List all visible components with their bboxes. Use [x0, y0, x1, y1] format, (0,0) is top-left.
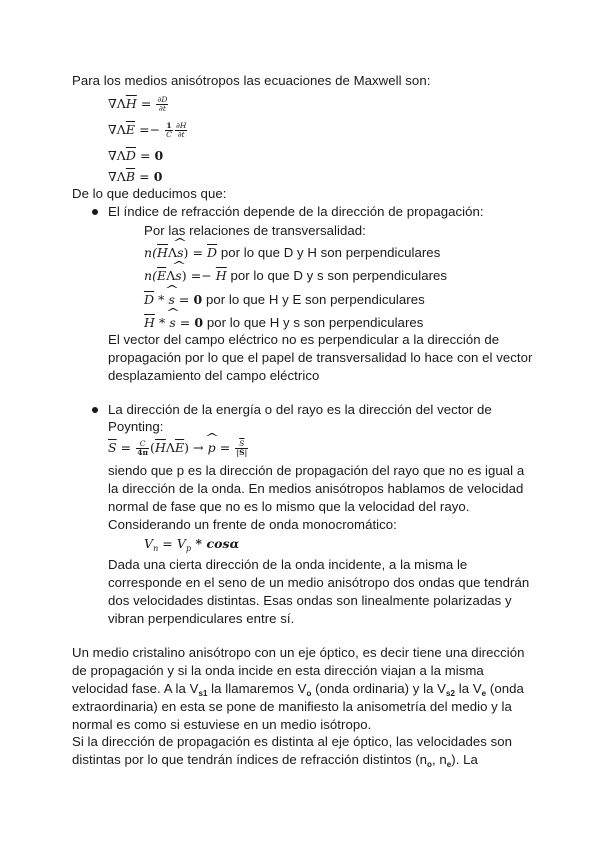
paragraph-line: Si la dirección de propagación es distinta al eje óptico, las velocidades son [72, 734, 513, 749]
unit-vector-s: ^ s [168, 291, 174, 309]
subscript: o [427, 760, 432, 769]
text-fragment: (onda [486, 681, 524, 696]
maxwell-eq-1 [108, 95, 169, 113]
equals-sign: = [215, 440, 235, 455]
deduce-text: De lo que deducimos que: [72, 186, 227, 201]
coefficient-fraction [165, 122, 173, 139]
cross-operator: Λ [167, 245, 178, 260]
equals-sign: = [174, 292, 194, 307]
paragraph-line: Un medio cristalino anisótropo con un eje óptico, es decir tiene una dirección [72, 645, 525, 660]
unit-vector-s: ^ s [175, 267, 181, 285]
paragraph-line: dos velocidades distintas. Esas ondas son linealmente polarizadas y [108, 593, 512, 608]
relation-1 [144, 244, 440, 262]
text-fragment: la llamaremos V [207, 681, 307, 696]
bullet-dot [92, 407, 98, 413]
equals-sign: = [175, 315, 195, 330]
paragraph-line: siendo que p es la dirección de propagación del rayo que no es igual a [108, 463, 525, 478]
paragraph-line: de propagación y si la onda incide en esta dirección viajan a la misma [72, 663, 484, 678]
dot-operator: * [154, 315, 170, 330]
vector-e: $\overline{E}$ [174, 440, 185, 455]
paragraph-line: corresponde en el seno de un medio anisótropo dos ondas que tendrán [108, 575, 530, 590]
text-fragment: distintas por lo que tendrán índices de refracción distintos (n [72, 752, 428, 767]
text-fragment: ). La [451, 752, 478, 767]
fraction-numerator: ∂H [175, 121, 187, 130]
relation-2 [144, 267, 447, 285]
paragraph-line [72, 680, 524, 698]
equals-sign: ) = [183, 245, 208, 260]
velocity-symbol: V [176, 536, 186, 551]
text-fragment: velocidad fase. A la V [72, 681, 199, 696]
fraction-numerator: C [136, 440, 149, 449]
fraction-denominator: |S| [236, 448, 248, 457]
subscript: p [185, 544, 192, 553]
vector-d: $\overline{D}$ [207, 245, 218, 260]
subscript: n [153, 544, 159, 553]
vector-s: $\overline{S}$ [108, 440, 117, 455]
paragraph-line: la dirección de la onda. En medios anisótropos hablamos de velocidad [108, 481, 524, 496]
intro-text: Para los medios anisótropos las ecuaciones de Maxwell son: [72, 73, 431, 88]
field-symbol: $\overline{E}$ [125, 122, 136, 137]
text-fragment: (onda ordinaria) y la V [311, 681, 447, 696]
fraction-numerator: ∂D [157, 95, 168, 104]
subscript: e [446, 760, 452, 769]
fraction-denominator: 4π [137, 448, 149, 457]
vector-h: $\overline{H}$ [144, 315, 155, 330]
relation-4 [144, 314, 423, 332]
field-symbol: $\overline{D}$ [125, 148, 136, 163]
subscript: o [306, 689, 312, 698]
vector-h: $\overline{H}$ [154, 440, 166, 455]
paragraph-line: Considerando un frente de onda monocromático: [108, 517, 397, 532]
relation-text: por lo que H y s son perpendiculares [203, 315, 424, 330]
n-symbol: n( [144, 245, 158, 260]
fraction-numerator: 1 [166, 121, 172, 130]
curl-operator: ∇Λ [108, 169, 126, 184]
paragraph-line: normal de fase que no es lo mismo que la velocidad del rayo. [108, 499, 470, 514]
vector-e: $\overline{E}$ [157, 268, 167, 283]
fraction [235, 440, 248, 457]
fraction-numerator: $\overline{S}$ [235, 440, 248, 449]
equals-sign: = [136, 96, 156, 111]
velocity-symbol: V [144, 536, 154, 551]
vector-d: $\overline{D}$ [144, 292, 155, 307]
bullet2-line: Poynting: [108, 419, 164, 434]
velocity-equation [144, 535, 239, 553]
maxwell-eq-3 [108, 147, 163, 165]
equals-sign: =− [135, 122, 165, 137]
maxwell-eq-4 [108, 168, 162, 186]
subscript: s1 [198, 689, 208, 698]
paragraph-line: extraordinaria) en esta se pone de manifiesto la anisometría del medio y la [72, 699, 512, 714]
arrow-operator: ) → [184, 440, 208, 455]
unit-vector-s: ^ s [177, 244, 183, 262]
paragraph-line: normal es como si estuviese en un medio isótropo. [72, 717, 372, 732]
cross-operator: Λ [166, 268, 176, 283]
equals-sign: ) =− [181, 268, 216, 283]
equals-sign: = [158, 536, 177, 551]
equals-sign: = [135, 169, 154, 184]
equals-sign: = [116, 440, 136, 455]
vector-h: $\overline{H}$ [215, 268, 227, 283]
relation-text: por lo que H y E son perpendiculares [202, 292, 425, 307]
zero-value: 0 [154, 148, 164, 163]
text-fragment: , n [431, 752, 447, 767]
relation-text: por lo que D y H son perpendiculares [217, 245, 441, 260]
paragraph-line: desplazamiento del campo eléctrico [108, 368, 320, 383]
fraction [136, 440, 149, 457]
cross-operator: Λ [165, 440, 175, 455]
bullet1-text: El índice de refracción depende de la dirección de propagación: [108, 204, 484, 219]
paragraph-line: propagación por lo que el papel de transversalidad lo hace con el vector [108, 350, 533, 365]
equals-sign: = [135, 148, 155, 163]
cos-term: * cosα [191, 536, 240, 551]
paragraph-line [72, 751, 478, 769]
field-symbol: $\overline{H}$ [125, 96, 137, 111]
fraction-denominator: C [166, 130, 172, 139]
zero-value: 0 [153, 169, 163, 184]
n-symbol: n( [144, 268, 158, 283]
text-fragment: la V [455, 681, 482, 696]
paragraph-line: vibran perpendiculares entre sí. [108, 611, 295, 626]
fraction [175, 122, 188, 139]
curl-operator: ∇Λ [108, 148, 126, 163]
unit-vector-p: ^ p [208, 439, 216, 457]
poynting-equation [108, 439, 249, 457]
paragraph-line: Dada una cierta dirección de la onda incidente, a la misma le [108, 557, 468, 572]
bullet-dot [92, 209, 98, 215]
subscript: s2 [446, 689, 456, 698]
zero-value: 0 [194, 315, 204, 330]
dot-operator: * [154, 292, 169, 307]
subscript: e [481, 689, 487, 698]
fraction-denominator: ∂t [177, 130, 185, 139]
paragraph-line: El vector del campo eléctrico no es perpendicular a la dirección de [108, 332, 500, 347]
field-symbol: $\overline{B}$ [125, 169, 136, 184]
relaciones-text: Por las relaciones de transversalidad: [144, 223, 366, 238]
fraction [156, 96, 168, 113]
paren-open: ( [150, 440, 155, 455]
curl-operator: ∇Λ [108, 96, 126, 111]
relation-text: por lo que D y s son perpendiculares [226, 268, 448, 283]
bullet2-line: La dirección de la energía o del rayo es la dirección del vector de [108, 402, 492, 417]
curl-operator: ∇Λ [108, 122, 126, 137]
vector-h: $\overline{H}$ [157, 245, 168, 260]
relation-3 [144, 291, 425, 309]
maxwell-eq-2 [108, 121, 188, 139]
unit-vector-s: ^ s [169, 314, 175, 332]
fraction-denominator: ∂t [158, 104, 166, 113]
zero-value: 0 [193, 292, 203, 307]
